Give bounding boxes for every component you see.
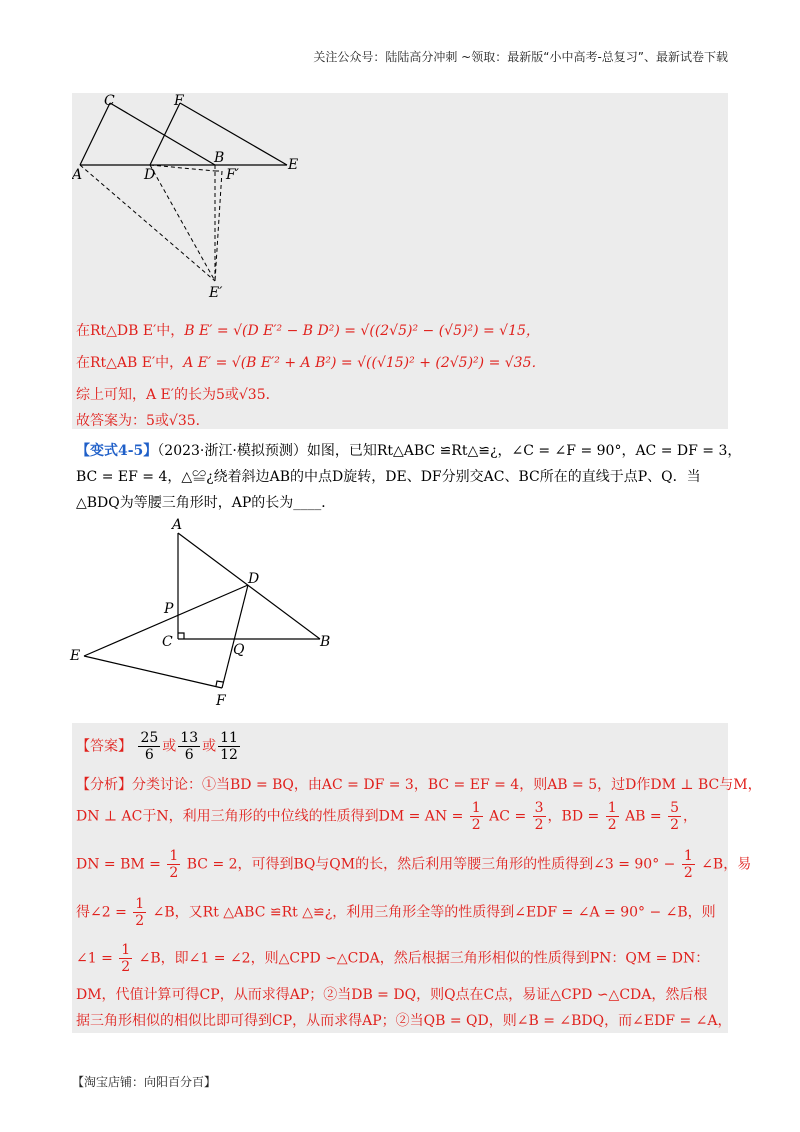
question-tag: 【变式4-5】: [76, 443, 158, 459]
analysis-tag: 【分析】: [76, 777, 132, 793]
analysis-line-7: 据三角形相似的相似比即可得到CP，从而求得AP；②当QB = QD，则∠B = ∠BDQ，而∠EDF = ∠A，: [76, 1013, 732, 1029]
analysis-line-6: DM，代值计算可得CP，从而求得AP；②当DB = DQ，则Q点在C点，易证△CPD ∽△CDA，然后根: [76, 987, 708, 1003]
analysis-line-3: DN = BM = $\frac{1}{2}$ BC = 2，可得到BQ与QM的长，然后利用等腰三角形的性质得到∠3 = 90° − $\frac{1}{2}$ ∠B，易: [76, 848, 752, 881]
label-B: B: [214, 150, 225, 166]
label-D: D: [144, 167, 156, 183]
label-P: P: [164, 601, 174, 617]
label-F2: F: [216, 693, 226, 709]
answer-line: 【答案】 $\frac{25}{6}$ 或 $\frac{13}{6}$ 或 $\frac{11}{12}$: [76, 730, 238, 763]
label-D2: D: [248, 571, 260, 587]
label-C: C: [104, 93, 115, 109]
solution-line-4: 故答案为：5或√35．: [76, 413, 210, 429]
solution-line-2: 在Rt△AB E′中，A E′ = √(B E′² + A B²) = √((√15)² + (2√5)²) = √35．: [76, 355, 546, 371]
solution-line-3: 综上可知，A E′的长为5或√35．: [76, 387, 280, 403]
analysis-line-4: 得∠2 = $\frac{1}{2}$ ∠B，又Rt △ABC ≌Rt △≌¿，利用三角形全等的性质得到∠EDF = ∠A = 90° − ∠B，则: [76, 896, 716, 929]
label-F-prime: F′: [226, 167, 239, 183]
question-line-3: △BDQ为等腰三角形时，AP的长为____．: [76, 495, 336, 511]
label-F: F: [174, 93, 184, 109]
label-A: A: [72, 167, 83, 183]
label-E2: E: [70, 648, 81, 664]
label-A2: A: [172, 517, 183, 533]
page-header: 关注公众号：陆陆高分冲刺 ~领取：最新版“小中高考-总复习”、最新试卷下载: [313, 50, 728, 64]
label-E-prime: E′: [209, 285, 223, 301]
label-B2: B: [320, 634, 331, 650]
solution-line-1: 在Rt△DB E′中，B E′ = √(D E′² − B D²) = √((2√5)² − (√5)²) = √15，: [76, 323, 540, 339]
analysis-line-1: 【分析】分类讨论：①当BD = BQ，由AC = DF = 3，BC = EF = 4，则AB = 5，过D作DM ⊥ BC与M，: [76, 777, 762, 793]
page-footer: 【淘宝店铺：向阳百分百】: [72, 1075, 217, 1089]
label-Q: Q: [233, 642, 245, 658]
question-line-1: 【变式4-5】（2023·浙江·模拟预测）如图，已知Rt△ABC ≌Rt△≌¿，∠C = ∠F = 90°，AC = DF = 3，: [76, 443, 742, 459]
analysis-line-5: ∠1 = $\frac{1}{2}$ ∠B，即∠1 = ∠2，则△CPD ∽△CDA，然后根据三角形相似的性质得到PN：QM = DN：: [76, 942, 710, 975]
figure-2: [66, 515, 346, 715]
label-E: E: [288, 157, 299, 173]
question-line-2: BC = EF = 4，△≌¿绕着斜边AB的中点D旋转，DE、DF分别交AC、BC所在的直线于点P、Q．当: [76, 469, 701, 485]
answer-tag: 【答案】: [76, 738, 132, 755]
analysis-line-2: DN ⊥ AC于N，利用三角形的中位线的性质得到DM = AN = $\frac{1}{2}$ AC = $\frac{3}{2}$ ，BD = $\frac{1}{2}$ AB = $\frac{5}{2}$ ，: [76, 800, 698, 833]
label-C2: C: [162, 634, 173, 650]
figure-1: [72, 93, 332, 308]
